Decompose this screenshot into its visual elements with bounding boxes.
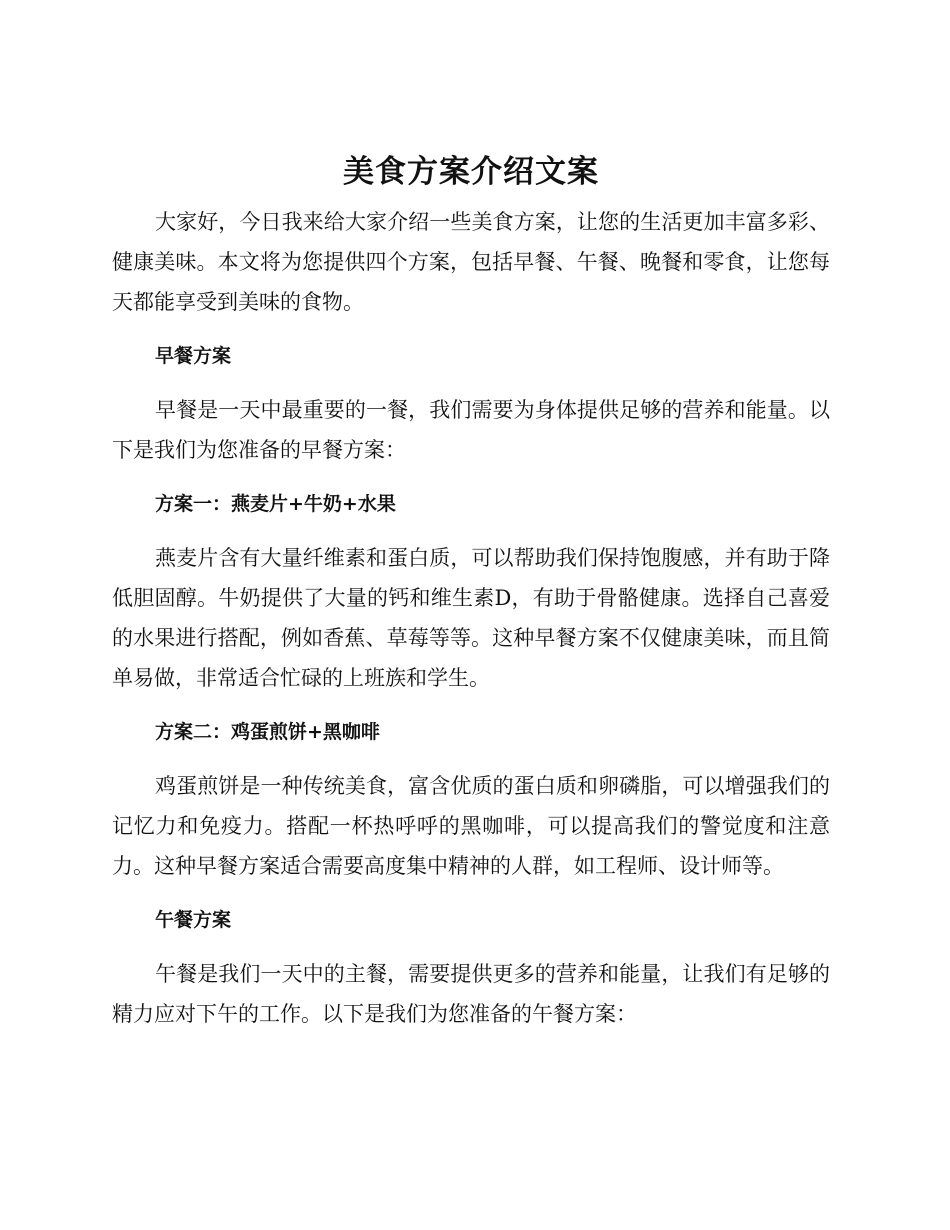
section-heading-lunch: 午餐方案 <box>155 909 232 931</box>
page-title: 美食方案介绍文案 <box>343 154 599 190</box>
section-heading-plan-two: 方案二：鸡蛋煎饼+黑咖啡 <box>155 721 380 743</box>
section-paragraph-breakfast: 早餐是一天中最重要的一餐，我们需要为身体提供足够的营养和能量。以下是我们为您准备的早餐方案： <box>112 398 830 462</box>
section-paragraph-plan-two: 鸡蛋煎饼是一种传统美食，富含优质的蛋白质和卵磷脂，可以增强我们的记忆力和免疫力。搭配一杯热呼呼的黑咖啡，可以提高我们的警觉度和注意力。这种早餐方案适合需要高度集中精神的人群，如工程师、设计师等。 <box>112 774 830 878</box>
intro-paragraph: 大家好，今日我来给大家介绍一些美食方案，让您的生活更加丰富多彩、健康美味。本文将为您提供四个方案，包括早餐、午餐、晚餐和零食，让您每天都能享受到美味的食物。 <box>112 210 830 314</box>
section-paragraph-lunch: 午餐是我们一天中的主餐，需要提供更多的营养和能量，让我们有足够的精力应对下午的工作。以下是我们为您准备的午餐方案： <box>112 962 830 1026</box>
section-paragraph-plan-one: 燕麦片含有大量纤维素和蛋白质，可以帮助我们保持饱腹感，并有助于降低胆固醇。牛奶提供了大量的钙和维生素D，有助于骨骼健康。选择自己喜爱的水果进行搭配，例如香蕉、草莓等等。这种早餐方案不仅健康美味，而且简单易做，非常适合忙碌的上班族和学生。 <box>112 546 830 690</box>
section-heading-plan-one: 方案一：燕麦片+牛奶+水果 <box>155 493 396 515</box>
section-heading-breakfast: 早餐方案 <box>155 345 232 367</box>
document-body <box>112 148 830 1034</box>
